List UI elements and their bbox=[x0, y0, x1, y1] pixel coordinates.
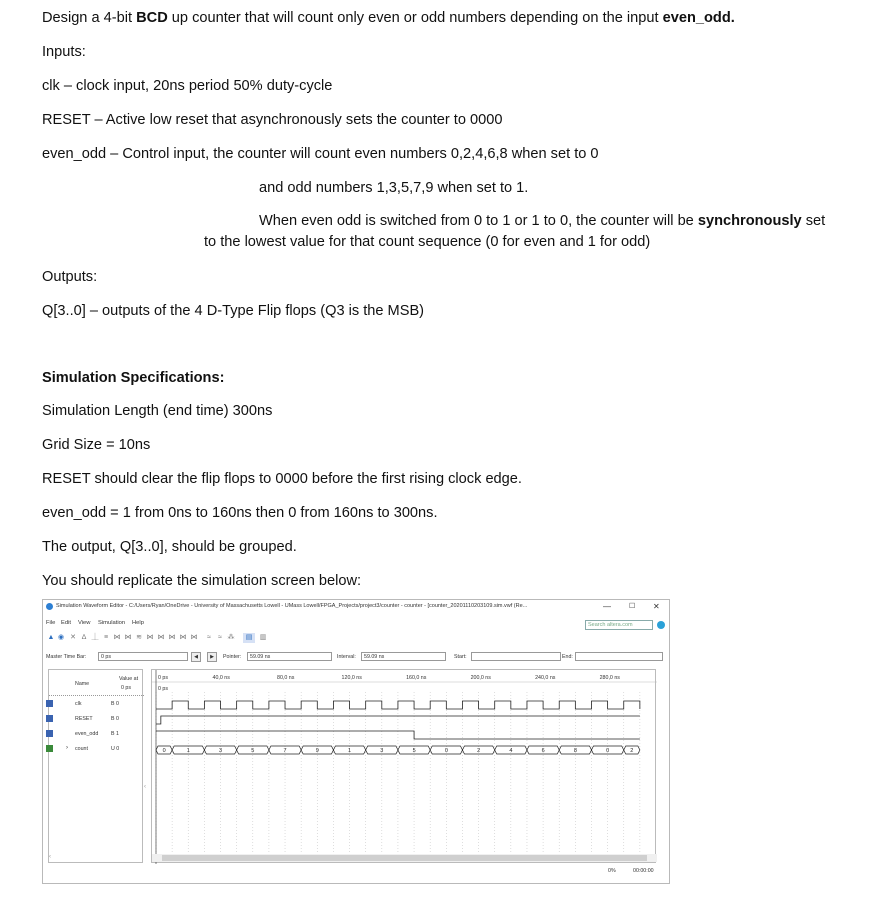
signal-name: even_odd bbox=[75, 731, 99, 737]
signal-name: count bbox=[75, 746, 88, 752]
start-label: Start: bbox=[454, 654, 467, 660]
window-title: Simulation Waveform Editor - C:/Users/Ryan/OneDrive - University of Massachusetts Lowell - UMass Lowell/FPGA_Projects/project3/counter - counter - [counter_20201110203109.sim.vwf (Re... bbox=[56, 603, 528, 609]
simulation-window-screenshot bbox=[42, 599, 670, 884]
minimize-button[interactable]: — bbox=[603, 602, 611, 611]
signal-name: clk bbox=[75, 701, 82, 707]
menu-bar bbox=[43, 618, 669, 629]
grid-size: Grid Size = 10ns bbox=[42, 437, 151, 453]
input-pin-icon bbox=[46, 730, 53, 737]
time-bar bbox=[43, 652, 669, 666]
menu-view[interactable]: View bbox=[78, 620, 91, 626]
value-column-header: Value at bbox=[119, 676, 139, 682]
end-label: End: bbox=[562, 654, 573, 660]
signal-value: B 0 bbox=[111, 716, 119, 722]
reset-clear-requirement: RESET should clear the flip flops to 0000 before the first rising clock edge. bbox=[42, 471, 522, 487]
count-value-label: 5 bbox=[251, 748, 255, 754]
simulation-heading: Simulation Specifications: bbox=[42, 370, 225, 386]
signal-row-reset[interactable] bbox=[49, 713, 144, 725]
close-button[interactable]: ✕ bbox=[653, 602, 660, 611]
signal-row-even-odd[interactable] bbox=[49, 728, 144, 740]
time-tick-label: 160,0 ns bbox=[406, 675, 427, 681]
header-divider bbox=[49, 695, 144, 696]
count-value-label: 5 bbox=[412, 748, 416, 754]
signal-value: B 1 bbox=[111, 731, 119, 737]
count-value-label: 6 bbox=[541, 748, 545, 754]
time-tick-label: 240,0 ns bbox=[535, 675, 556, 681]
sim-length: Simulation Length (end time) 300ns bbox=[42, 403, 273, 419]
count-value-label: 1 bbox=[186, 748, 190, 754]
signal-name-panel bbox=[48, 669, 143, 863]
time-tick-label: 120,0 ns bbox=[341, 675, 362, 681]
expand-chevron-icon[interactable]: › bbox=[66, 745, 68, 751]
clock-icon[interactable]: ⋈ bbox=[168, 634, 176, 641]
input-pin-icon bbox=[46, 700, 53, 707]
count-value-label: 8 bbox=[573, 748, 577, 754]
master-time-field[interactable]: 0 ps bbox=[98, 652, 188, 661]
scroll-left-icon-2[interactable]: ‹ bbox=[144, 784, 146, 790]
count-value-label: 3 bbox=[219, 748, 223, 754]
menu-help[interactable]: Help bbox=[132, 620, 144, 626]
time-tick-label: 80,0 ns bbox=[277, 675, 295, 681]
next-transition-button[interactable]: ▶ bbox=[207, 652, 217, 662]
scrollbar-thumb[interactable] bbox=[162, 855, 647, 861]
grouping-requirement: The output, Q[3..0], should be grouped. bbox=[42, 539, 297, 555]
count-value-icon[interactable]: ⋈ bbox=[157, 634, 165, 641]
problem-statement: Design a 4-bit BCD up counter that will count only even or odd numbers depending on the input even_odd. bbox=[42, 10, 735, 26]
menu-edit[interactable]: Edit bbox=[61, 620, 71, 626]
elapsed-time: 00:00:00 bbox=[633, 868, 654, 874]
reset-description: RESET – Active low reset that asynchronously sets the counter to 0000 bbox=[42, 112, 503, 128]
cursor-label: 0 ps bbox=[158, 686, 169, 692]
input-pin-icon bbox=[46, 715, 53, 722]
invert-icon[interactable]: ⋈ bbox=[146, 634, 154, 641]
snap-grid-icon[interactable]: ≈ bbox=[207, 634, 211, 641]
count-value-label: 0 bbox=[162, 748, 166, 754]
title-bar bbox=[43, 600, 669, 614]
previous-transition-button[interactable]: ◀ bbox=[191, 652, 201, 662]
start-field[interactable] bbox=[471, 652, 561, 661]
zoom-icon[interactable]: ⁂ bbox=[227, 634, 235, 641]
signal-name: RESET bbox=[75, 716, 93, 722]
menu-file[interactable]: File bbox=[46, 620, 56, 626]
name-column-header: Name bbox=[75, 681, 90, 687]
count-value-label: 9 bbox=[315, 748, 319, 754]
even-odd-timing: even_odd = 1 from 0ns to 160ns then 0 from 160ns to 300ns. bbox=[42, 505, 438, 521]
pointer-field[interactable]: 59.09 ns bbox=[247, 652, 332, 661]
force-high-icon[interactable]: ≡ bbox=[103, 634, 109, 641]
even-odd-description: even_odd – Control input, the counter will count even numbers 0,2,4,6,8 when set to 0 bbox=[42, 146, 599, 162]
arbitrary-value-icon[interactable]: ⋈ bbox=[179, 634, 187, 641]
pointer-label: Pointer: bbox=[223, 654, 242, 660]
zoom-tool-icon[interactable]: ◉ bbox=[57, 634, 65, 641]
weak-low-icon[interactable]: ⋈ bbox=[124, 634, 132, 641]
high-impedance-icon[interactable]: ⋈ bbox=[113, 634, 121, 641]
replicate-instruction: You should replicate the simulation screen below: bbox=[42, 573, 362, 589]
even-odd-description-cont: and odd numbers 1,3,5,7,9 when set to 1. bbox=[259, 180, 529, 196]
uninitialized-icon[interactable]: ✕ bbox=[70, 634, 76, 641]
outputs-heading: Outputs: bbox=[42, 269, 98, 285]
count-value-label: 1 bbox=[348, 748, 352, 754]
grid-size-icon[interactable]: ≈ bbox=[218, 634, 222, 641]
force-unknown-icon[interactable]: ∆ bbox=[81, 634, 87, 641]
random-value-icon[interactable]: ⋈ bbox=[190, 634, 198, 641]
value-column-time: 0 ps bbox=[121, 685, 132, 691]
clk-waveform bbox=[156, 701, 640, 709]
pointer-tool-icon[interactable]: ▲ bbox=[47, 634, 55, 641]
app-icon bbox=[46, 603, 53, 610]
signal-row-clk[interactable] bbox=[49, 698, 144, 710]
scroll-left-icon[interactable]: ‹ bbox=[49, 854, 51, 860]
interval-field[interactable]: 59.09 ns bbox=[361, 652, 446, 661]
time-tick-label: 0 ps bbox=[158, 675, 169, 681]
clk-description: clk – clock input, 20ns period 50% duty-cycle bbox=[42, 78, 333, 94]
time-tick-label: 200,0 ns bbox=[470, 675, 491, 681]
signal-row-count[interactable] bbox=[49, 743, 144, 755]
time-tick-label: 40,0 ns bbox=[212, 675, 230, 681]
toolbar bbox=[47, 633, 287, 645]
interval-label: Interval: bbox=[337, 654, 356, 660]
count-value-label: 3 bbox=[380, 748, 384, 754]
progress-percent: 0% bbox=[608, 868, 616, 874]
end-field[interactable] bbox=[575, 652, 663, 661]
signal-value: U 0 bbox=[111, 746, 120, 752]
q-description: Q[3..0] – outputs of the 4 D-Type Flip flops (Q3 is the MSB) bbox=[42, 303, 425, 319]
master-time-label: Master Time Bar: bbox=[46, 654, 87, 660]
inputs-heading: Inputs: bbox=[42, 44, 86, 60]
search-input[interactable]: Search altera.com bbox=[585, 620, 653, 630]
signal-value: B 0 bbox=[111, 701, 119, 707]
force-low-icon[interactable]: ⏊ bbox=[91, 634, 99, 641]
help-icon[interactable] bbox=[657, 621, 665, 629]
waveform-canvas[interactable] bbox=[152, 670, 657, 864]
switch-description: When even odd is switched from 0 to 1 or 1 to 0, the counter will be synchronously set bbox=[259, 213, 826, 229]
weak-high-icon[interactable]: ≋ bbox=[136, 634, 142, 641]
count-value-label: 2 bbox=[477, 748, 481, 754]
switch-description-cont: to the lowest value for that count sequence (0 for even and 1 for odd) bbox=[204, 234, 651, 250]
timing-sim-icon[interactable]: ▥ bbox=[259, 634, 267, 641]
waveform-panel bbox=[151, 669, 656, 863]
count-value-label: 4 bbox=[509, 748, 513, 754]
count-value-label: 7 bbox=[283, 748, 287, 754]
count-value-label: 0 bbox=[606, 748, 610, 754]
count-value-label: 0 bbox=[444, 748, 448, 754]
time-tick-label: 280,0 ns bbox=[599, 675, 620, 681]
functional-sim-icon[interactable]: ▤ bbox=[243, 633, 255, 643]
output-bus-icon bbox=[46, 745, 53, 752]
count-value-label: 2 bbox=[630, 748, 634, 754]
menu-simulation[interactable]: Simulation bbox=[98, 620, 126, 626]
maximize-button[interactable]: ☐ bbox=[629, 603, 636, 610]
